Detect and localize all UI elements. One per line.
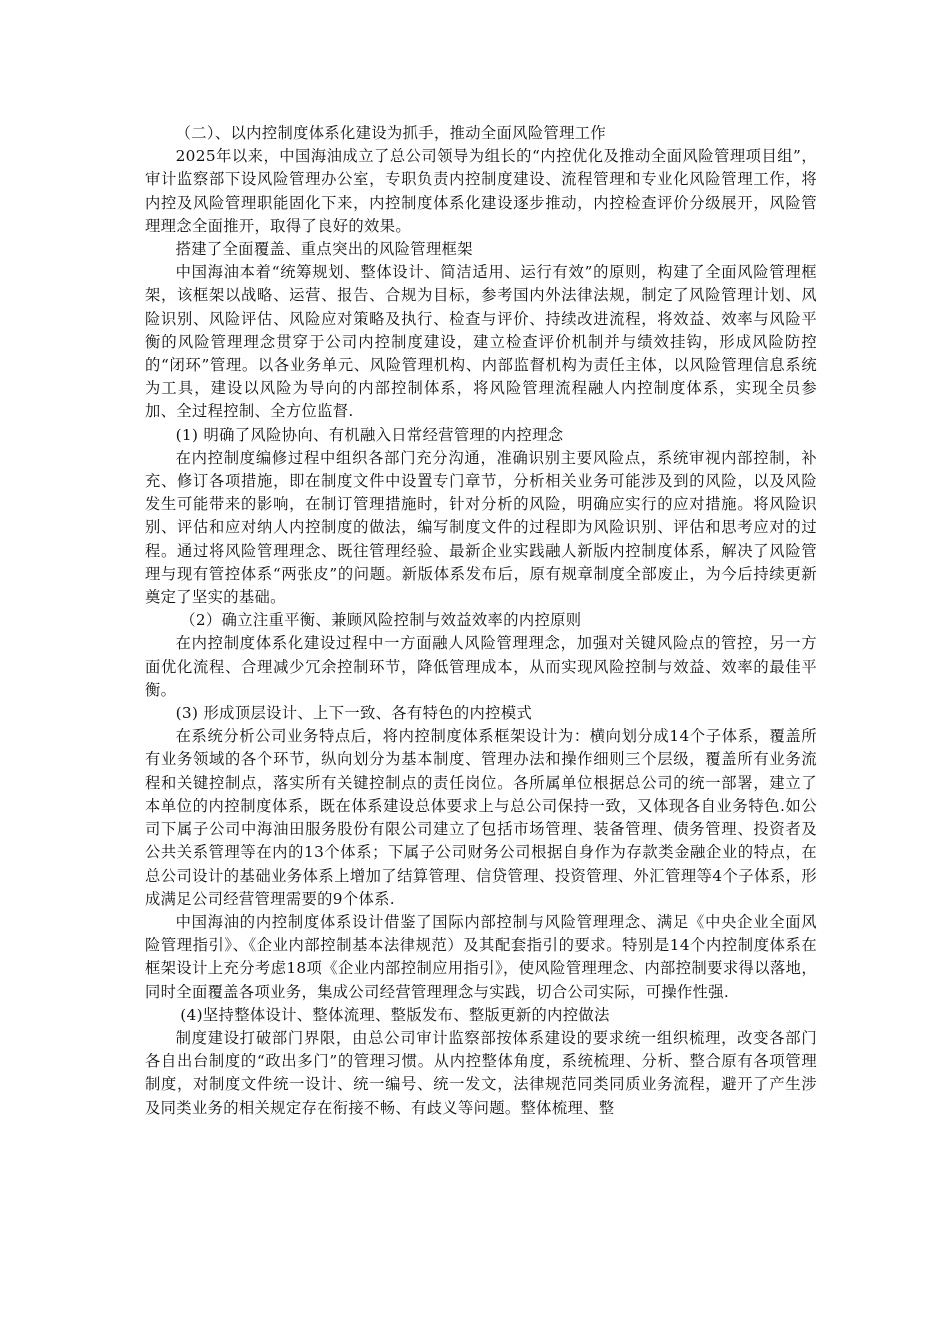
subheading-1: (1) 明确了风险协向、有机融入日常经营管理的内控理念	[175, 425, 564, 444]
paragraph-3a: 在系统分析公司业务特点后，将内控制度体系框架设计为：横向划分成14个子体系，覆盖所有业务领域的各个环节，纵向划分为基本制度、管理办法和操作细则三个层级，覆盖所有业务流程和关键控制点，落实所有关键控制点的责任岗位。各所属单位根据总公司的统一部署，建立了本单位的内控制度体系，既在体系建设总体要求上与总公司保持一致，又体现各自业务特色.如公司下属子公司中海油田服务股份有限公司建立了包括市场管理、装备管理、债务管理、投资者及公共关系管理等在内的13个体系；下属子公司财务公司根据自身作为存款类金融企业的特点，在总公司设计的基础业务体系上增加了结算管理、信贷管理、投资管理、外汇管理等4个子体系，形成满足公司经营管理需要的9个体系.	[145, 727, 817, 908]
paragraph-3b: 中国海油的内控制度体系设计借鉴了国际内部控制与风险管理理念、满足《中央企业全面风险管理指引》、《企业内部控制基本法律规范）及其配套指引的要求。特别是14个内控制度体系在框架设计上充分考虑18项《企业内部控制应用指引》，使风险管理理念、内部控制要求得以落地，同时全面覆盖各项业务，集成公司经营管理理念与实践，切合公司实际，可操作性强.	[145, 912, 817, 1001]
paragraph-4: 制度建设打破部门界限，由总公司审计监察部按体系建设的要求统一组织梳理，改变各部门各自出台制度的“政出多门”的管理习惯。从内控整体角度，系统梳理、分析、整合原有各项管理制度，对制度文件统一设计、统一编号、统一发文，法律规范同类同质业务流程，避开了产生涉及同类业务的相关规定存在衔接不畅、有歧义等问题。整体梳理、整	[145, 1028, 817, 1117]
paragraph-2: 在内控制度体系化建设过程中一方面融人风险管理理念，加强对关键风险点的管控，另一方面优化流程、合理减少冗余控制环节，降低管理成本，从而实现风险控制与效益、效率的最佳平衡。	[145, 634, 817, 699]
paragraph-1: 在内控制度编修过程中组织各部门充分沟通，准确识别主要风险点，系统审视内部控制，补充、修订各项措施，即在制度文件中设置专门章节，分析相关业务可能涉及到的风险，以及风险发生可能带来的影响，在制订管理措施时，针对分析的风险，明确应实行的应对措施。将风险识别、评估和应对纳人内控制度的做法，编写制度文件的过程即为风险识别、评估和思考应对的过程。通过将风险管理理念、既往管理经验、最新企业实践融人新版内控制度体系，解决了风险管理与现有管控体系“两张皮”的问题。新版体系发布后，原有规章制度全部废止，为今后持续更新奠定了坚实的基础。	[145, 448, 817, 607]
subheading-framework: 搭建了全面覆盖、重点突出的风险管理框架	[175, 240, 473, 259]
section-heading-2: （二）、以内控制度体系化建设为抓手，推动全面风险管理工作	[175, 124, 607, 142]
subheading-3: (3) 形成顶层设计、上下一致、各有特色的内控模式	[175, 704, 533, 723]
subheading-2: （2）确立注重平衡、兼顾风险控制与效益效率的内控原则	[180, 611, 582, 630]
document-page	[145, 122, 817, 1120]
framework-paragraph: 中国海油本着“统筹规划、整体设计、简洁适用、运行有效”的原则，构建了全面风险管理框架，该框架以战略、运营、报告、合规为目标，参考国内外法律法规，制定了风险管理计划、风险识别、风险评估、风险应对策略及执行、检查与评价、持续改进流程，将效益、效率与风险平衡的风险管理理念贯穿于公司内控制度建设，建立检查评价机制并与绩效挂钩，形成风险防控的“闭环”管理。以各业务单元、风险管理机构、内部监督机构为责任主体，以风险管理信息系统为工具，建设以风险为导向的内部控制体系，将风险管理流程融人内控制度体系，实现全员参加、全过程控制、全方位监督.	[145, 263, 817, 421]
intro-paragraph: 2025年以来，中国海油成立了总公司领导为组长的“内控优化及推动全面风险管理项目组”，审计监察部下设风险管理办公室，专职负责内控制度建设、流程管理和专业化风险管理工作，将内控及风险管理职能固化下来，内控制度体系化建设逐步推动，内控检查评价分级展开，风险管理理念全面推开，取得了良好的效果。	[145, 147, 817, 235]
subheading-4: (4)坚持整体设计、整体流理、整版发布、整版更新的内控做法	[180, 1005, 610, 1024]
